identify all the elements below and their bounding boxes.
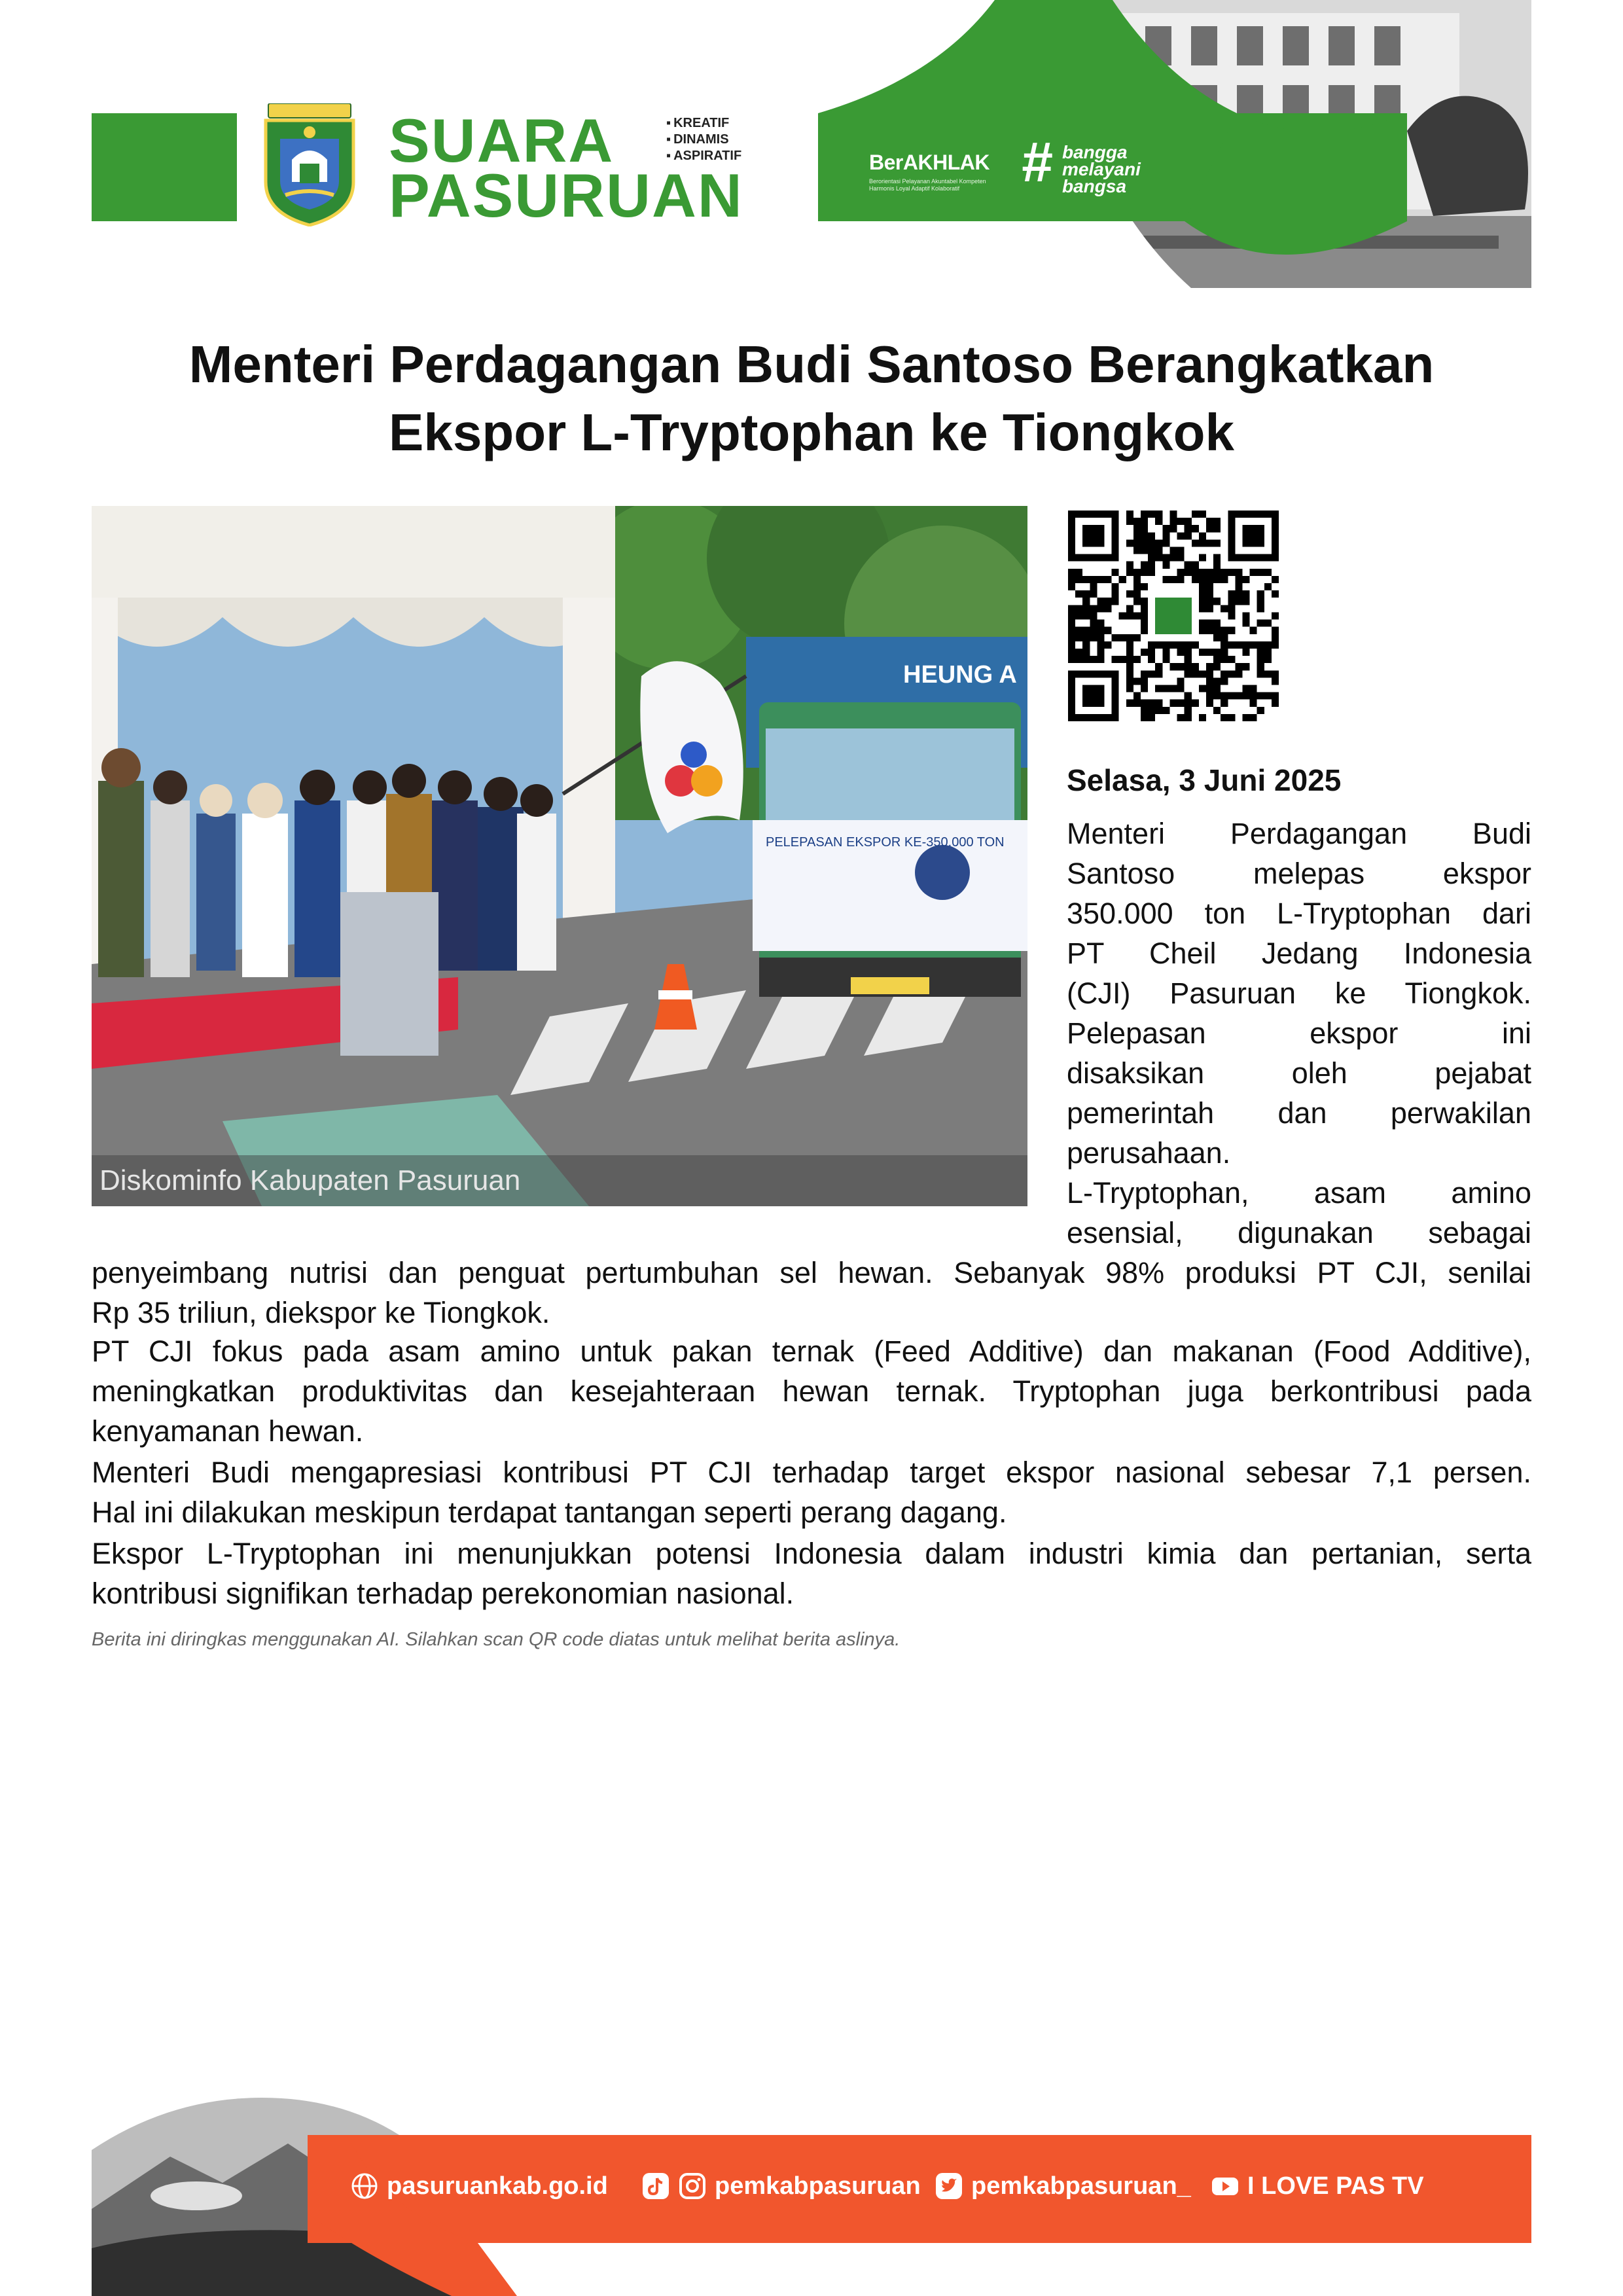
tagline-dinamis: ▪ DINAMIS bbox=[666, 132, 741, 148]
text-line: disaksikan oleh pejabat bbox=[1067, 1056, 1531, 1090]
text-line: pemerintah dan perwakilan bbox=[1067, 1096, 1531, 1130]
globe-icon bbox=[350, 2172, 379, 2200]
text-line: L-Tryptophan, asam amino bbox=[1067, 1176, 1531, 1210]
bangga-hash-icon: # bbox=[1021, 131, 1052, 194]
text-line: meningkatkan produktivitas dan kesejahteraan hewan ternak. Tryptophan juga berkontribusi pada bbox=[92, 1374, 1531, 1408]
qr-code[interactable] bbox=[1068, 511, 1279, 721]
brand-pasuruan: PASURUAN bbox=[389, 161, 743, 230]
title-line: Menteri Perdagangan Budi Santoso Berangkatkan bbox=[188, 335, 1435, 393]
footer-swoosh bbox=[308, 2135, 517, 2296]
footer-website[interactable] bbox=[350, 2172, 608, 2200]
bangga-line: melayani bbox=[1062, 159, 1141, 179]
paragraph-2-continued bbox=[92, 1253, 1531, 1333]
footer-tiktok-instagram[interactable] bbox=[641, 2172, 921, 2200]
ai-disclaimer: Berita ini diringkas menggunakan AI. Silahkan scan QR code diatas untuk melihat berita aslinya. bbox=[92, 1629, 901, 1650]
bangga-line: bangsa bbox=[1062, 176, 1127, 196]
text-line: penyeimbang nutrisi dan penguat pertumbuhan sel hewan. Sebanyak 98% produksi PT CJI, senilai bbox=[92, 1256, 1531, 1289]
photo-credit: Diskominfo Kabupaten Pasuruan bbox=[92, 1155, 1027, 1206]
paragraph-2-start bbox=[1067, 1173, 1531, 1253]
qr-finder-center bbox=[1242, 525, 1264, 547]
tagline-aspiratif: ▪ ASPIRATIF bbox=[666, 148, 741, 164]
header-green-bar bbox=[92, 113, 237, 221]
footer-social-handle: pemkabpasuruan bbox=[715, 2172, 921, 2200]
paragraph-1 bbox=[1067, 814, 1531, 1173]
tiktok-icon bbox=[641, 2172, 670, 2200]
footer-twitter[interactable] bbox=[935, 2172, 1191, 2200]
text-line: perusahaan. bbox=[1067, 1136, 1231, 1170]
tagline-kreatif: ▪ KREATIF bbox=[666, 115, 741, 132]
text-line: Santoso melepas ekspor bbox=[1067, 857, 1531, 890]
berakhlak-logo: BerAKHLAK bbox=[869, 151, 990, 174]
footer-website-text: pasuruankab.go.id bbox=[387, 2172, 608, 2200]
article-date: Selasa, 3 Juni 2025 bbox=[1067, 763, 1342, 797]
brand-taglines bbox=[666, 115, 741, 164]
text-line: PT Cheil Jedang Indonesia bbox=[1067, 937, 1531, 970]
footer-youtube[interactable] bbox=[1211, 2172, 1424, 2200]
text-line: esensial, digunakan sebagai bbox=[1067, 1216, 1531, 1249]
brand-suara: SUARA bbox=[389, 106, 615, 175]
twitter-icon bbox=[935, 2172, 963, 2200]
text-line: Rp 35 triliun, diekspor ke Tiongkok. bbox=[92, 1296, 550, 1329]
youtube-icon bbox=[1211, 2172, 1240, 2200]
bangga-melayani-bangsa bbox=[1062, 144, 1141, 195]
truck-banner-text: PELEPASAN EKSPOR KE-350.000 TON bbox=[766, 835, 1005, 850]
text-line: Hal ini dilakukan meskipun terdapat tantangan seperti perang dagang. bbox=[92, 1496, 1007, 1529]
title-line: Ekspor L-Tryptophan ke Tiongkok bbox=[388, 403, 1235, 461]
text-line: Ekspor L-Tryptophan ini menunjukkan potensi Indonesia dalam industri kimia dan pertanian, serta bbox=[92, 1537, 1531, 1570]
article-title bbox=[92, 331, 1531, 467]
text-line: kenyamanan hewan. bbox=[92, 1414, 364, 1448]
paragraph-3 bbox=[92, 1331, 1531, 1451]
footer-youtube-channel: I LOVE PAS TV bbox=[1247, 2172, 1424, 2200]
text-line: Menteri Perdagangan Budi bbox=[1067, 817, 1531, 850]
text-line: kontribusi signifikan terhadap perekonomian nasional. bbox=[92, 1577, 794, 1610]
bangga-line: bangga bbox=[1062, 142, 1128, 162]
truck-container-text: HEUNG A bbox=[903, 661, 1017, 689]
qr-finder-center bbox=[1082, 685, 1104, 706]
paragraph-4 bbox=[92, 1452, 1531, 1532]
instagram-icon bbox=[678, 2172, 707, 2200]
text-line: 350.000 ton L-Tryptophan dari bbox=[1067, 897, 1531, 930]
crest-logo bbox=[260, 103, 359, 226]
text-line: Pelepasan ekspor ini bbox=[1067, 1016, 1531, 1050]
berakhlak-subtitle: Berorientasi Pelayanan Akuntabel Kompeten Harmonis Loyal Adaptif Kolaboratif bbox=[869, 178, 986, 192]
paragraph-5 bbox=[92, 1534, 1531, 1613]
footer-twitter-handle: pemkabpasuruan_ bbox=[971, 2172, 1191, 2200]
text-line: Menteri Budi mengapresiasi kontribusi PT CJI terhadap target ekspor nasional sebesar 7,1 persen. bbox=[92, 1456, 1531, 1489]
header-green-swoosh bbox=[818, 0, 1538, 288]
article-photo bbox=[92, 506, 1027, 1206]
qr-center-logo bbox=[1155, 598, 1192, 634]
qr-finder-center bbox=[1082, 525, 1104, 547]
text-line: PT CJI fokus pada asam amino untuk pakan ternak (Feed Additive) dan makanan (Food Additive), bbox=[92, 1335, 1531, 1368]
text-line: (CJI) Pasuruan ke Tiongkok. bbox=[1067, 977, 1531, 1010]
